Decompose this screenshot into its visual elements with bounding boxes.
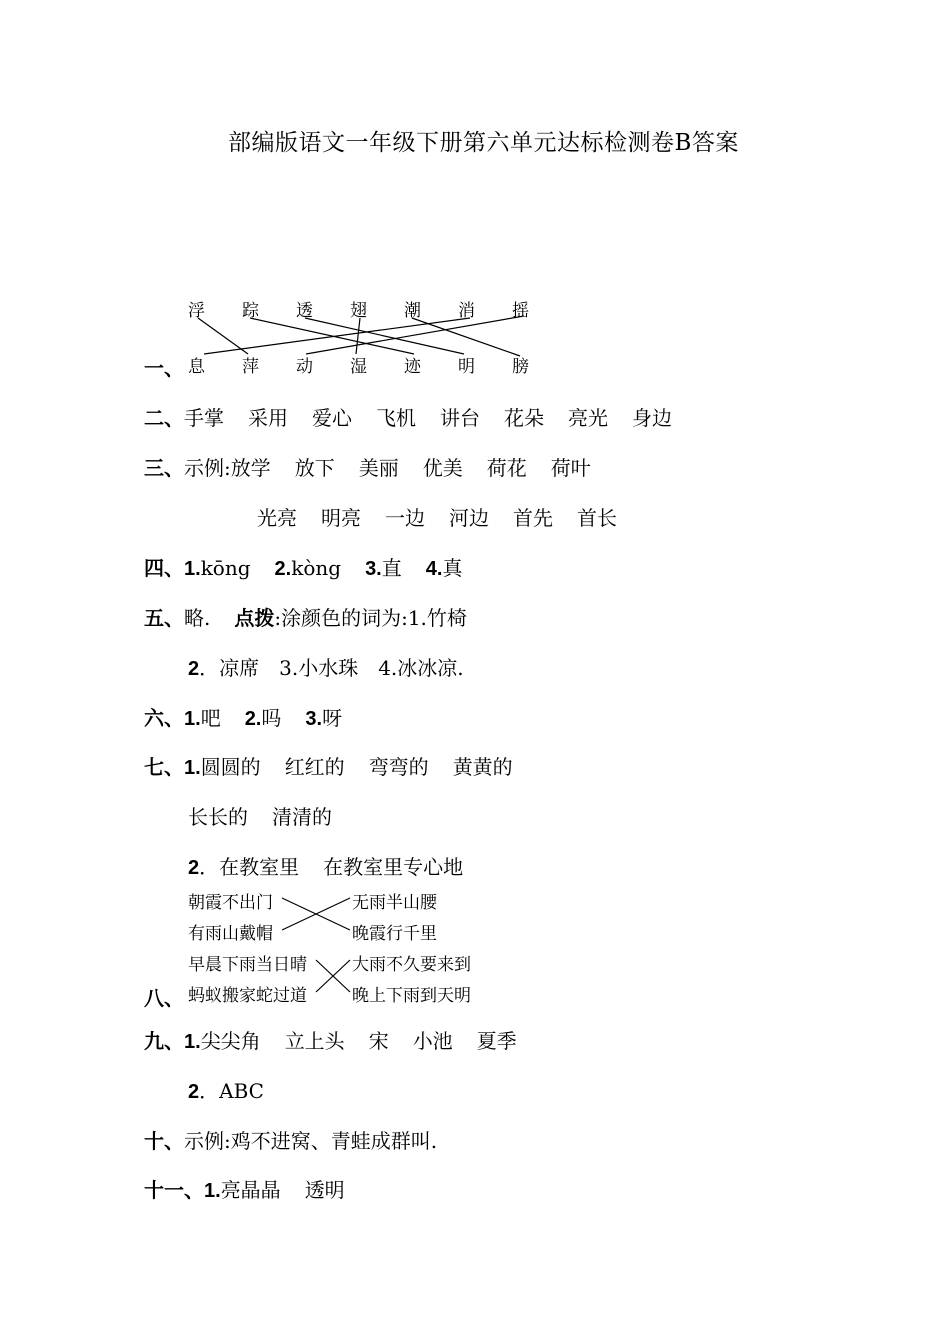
answer-text: :涂颜色的词为:1.竹椅 <box>274 606 467 630</box>
answer-word: 在教室里专心地 <box>323 855 464 879</box>
question-label: 五、 <box>144 608 184 630</box>
proverb-left: 有雨山戴帽 <box>188 924 273 943</box>
question-label: 三、 <box>144 458 184 480</box>
answer-word: 立上头 <box>284 1029 345 1053</box>
answer-word: 手掌 <box>184 406 224 430</box>
match-bottom-char: 动 <box>296 357 313 377</box>
match-bottom-char: 湿 <box>350 357 367 377</box>
match-top-char: 翅 <box>350 301 367 321</box>
item-number: 2 <box>188 658 200 680</box>
question-label: 七、 <box>144 757 184 779</box>
match-top-char: 摇 <box>512 301 529 321</box>
hint-label: 点拨 <box>234 608 275 630</box>
answer-text: 直 <box>381 556 402 580</box>
answer-word: 长长的 <box>188 805 248 829</box>
answer-word: 一边 <box>385 506 425 530</box>
answer-text: 吗 <box>261 706 282 730</box>
question-label: 六、 <box>144 708 184 730</box>
item-number: 2 <box>188 1081 200 1103</box>
answer-text: 真 <box>442 556 463 580</box>
answer-word: 亮晶晶 <box>220 1178 281 1202</box>
question-11 <box>144 1174 345 1203</box>
answer-word: 黄黄的 <box>452 755 513 779</box>
answer-word: 夏季 <box>476 1029 517 1053</box>
match-top-char: 浮 <box>188 301 205 321</box>
answer-word: 放学 <box>230 456 271 480</box>
match-bottom-char: 膀 <box>512 357 529 377</box>
item-number: 3. <box>365 558 382 580</box>
item-number: 4. <box>425 558 443 580</box>
item-number: 1. <box>184 558 201 580</box>
answer-word: 身边 <box>632 406 672 430</box>
answer-word: 在教室里 <box>219 855 300 879</box>
proverb-left: 朝霞不出门 <box>188 893 273 912</box>
answer-text: 略. <box>184 606 211 630</box>
question-label: 八、 <box>144 988 184 1010</box>
answer-word: 尖尖角 <box>200 1029 261 1053</box>
question-label: 四、 <box>144 558 184 580</box>
answer-word: 清清的 <box>272 805 332 829</box>
answer-text: 呀 <box>322 706 343 730</box>
answer-word: 荷花 <box>486 456 527 480</box>
proverb-right: 大雨不久要来到 <box>352 955 471 974</box>
question-label: 一、 <box>144 358 184 380</box>
match-bottom-char: 明 <box>458 357 475 377</box>
item-number: 2. <box>244 708 262 730</box>
answer-word: 弯弯的 <box>368 755 429 779</box>
answer-word: 明亮 <box>321 506 361 530</box>
answer-word: 讲台 <box>440 406 480 430</box>
item-number: 3. <box>305 708 323 730</box>
question-label: 十、 <box>144 1131 184 1153</box>
answer-word: 放下 <box>294 456 335 480</box>
proverb-right: 无雨半山腰 <box>352 893 437 912</box>
answer-text: kōng <box>200 556 251 580</box>
question-label: 九、 <box>144 1031 184 1053</box>
question-label: 十一、 <box>144 1180 204 1202</box>
answer-word: 首长 <box>577 506 617 530</box>
proverb-left: 蚂蚁搬家蛇过道 <box>188 986 307 1005</box>
page-title: 部编版语文一年级下册第六单元达标检测卷B答案 <box>228 130 739 156</box>
match-top-char: 踪 <box>242 301 259 321</box>
answer-text: kòng <box>291 556 342 580</box>
answer-word: 采用 <box>248 406 288 430</box>
answer-word: 爱心 <box>312 406 352 430</box>
answer-word: 河边 <box>449 506 489 530</box>
item-number: 1. <box>184 708 201 730</box>
example-prefix: 示例: <box>184 456 231 480</box>
answer-word: 透明 <box>304 1178 345 1202</box>
item-number: 1. <box>204 1180 221 1202</box>
answer-word: 首先 <box>513 506 553 530</box>
answer-text: 示例:鸡不进窝、青蛙成群叫. <box>184 1129 438 1153</box>
answer-word: 小池 <box>412 1029 453 1053</box>
match-top-char: 透 <box>296 301 313 321</box>
answer-word: 光亮 <box>257 506 297 530</box>
proverb-left: 早晨下雨当日晴 <box>188 955 307 974</box>
item-number: 2. <box>274 558 292 580</box>
question-9-row-2: 2．ABC <box>188 1079 264 1103</box>
answer-word: 花朵 <box>504 406 544 430</box>
proverb-right: 晚霞行千里 <box>352 924 437 943</box>
answer-word: 飞机 <box>376 406 416 430</box>
answer-word: 红红的 <box>284 755 345 779</box>
match-bottom-char: 息 <box>188 357 205 377</box>
match-top-char: 消 <box>458 301 475 321</box>
answer-word: 宋 <box>368 1029 389 1053</box>
match-bottom-char: 迹 <box>404 357 421 377</box>
answer-text: 吧 <box>200 706 221 730</box>
answer-text: ABC <box>219 1079 264 1103</box>
question-7-row-3: 2．在教室里 在教室里专心地 <box>188 855 464 879</box>
item-number: 1. <box>184 757 201 779</box>
answer-word: 荷叶 <box>550 456 591 480</box>
question-label: 二、 <box>144 408 184 430</box>
match-bottom-char: 萍 <box>242 357 259 377</box>
item-number: 2 <box>188 857 200 879</box>
answer-text: ．凉席 3.小水珠 4.冰冰凉. <box>199 656 464 680</box>
item-number: 1. <box>184 1031 201 1053</box>
answer-word: 亮光 <box>568 406 608 430</box>
match-top-char: 潮 <box>404 301 421 321</box>
proverb-right: 晚上下雨到天明 <box>352 986 471 1005</box>
question-9-row-1 <box>144 1025 517 1054</box>
question-10 <box>144 1125 437 1154</box>
answer-word: 圆圆的 <box>200 755 261 779</box>
answer-word: 优美 <box>422 456 463 480</box>
answer-word: 美丽 <box>358 456 399 480</box>
